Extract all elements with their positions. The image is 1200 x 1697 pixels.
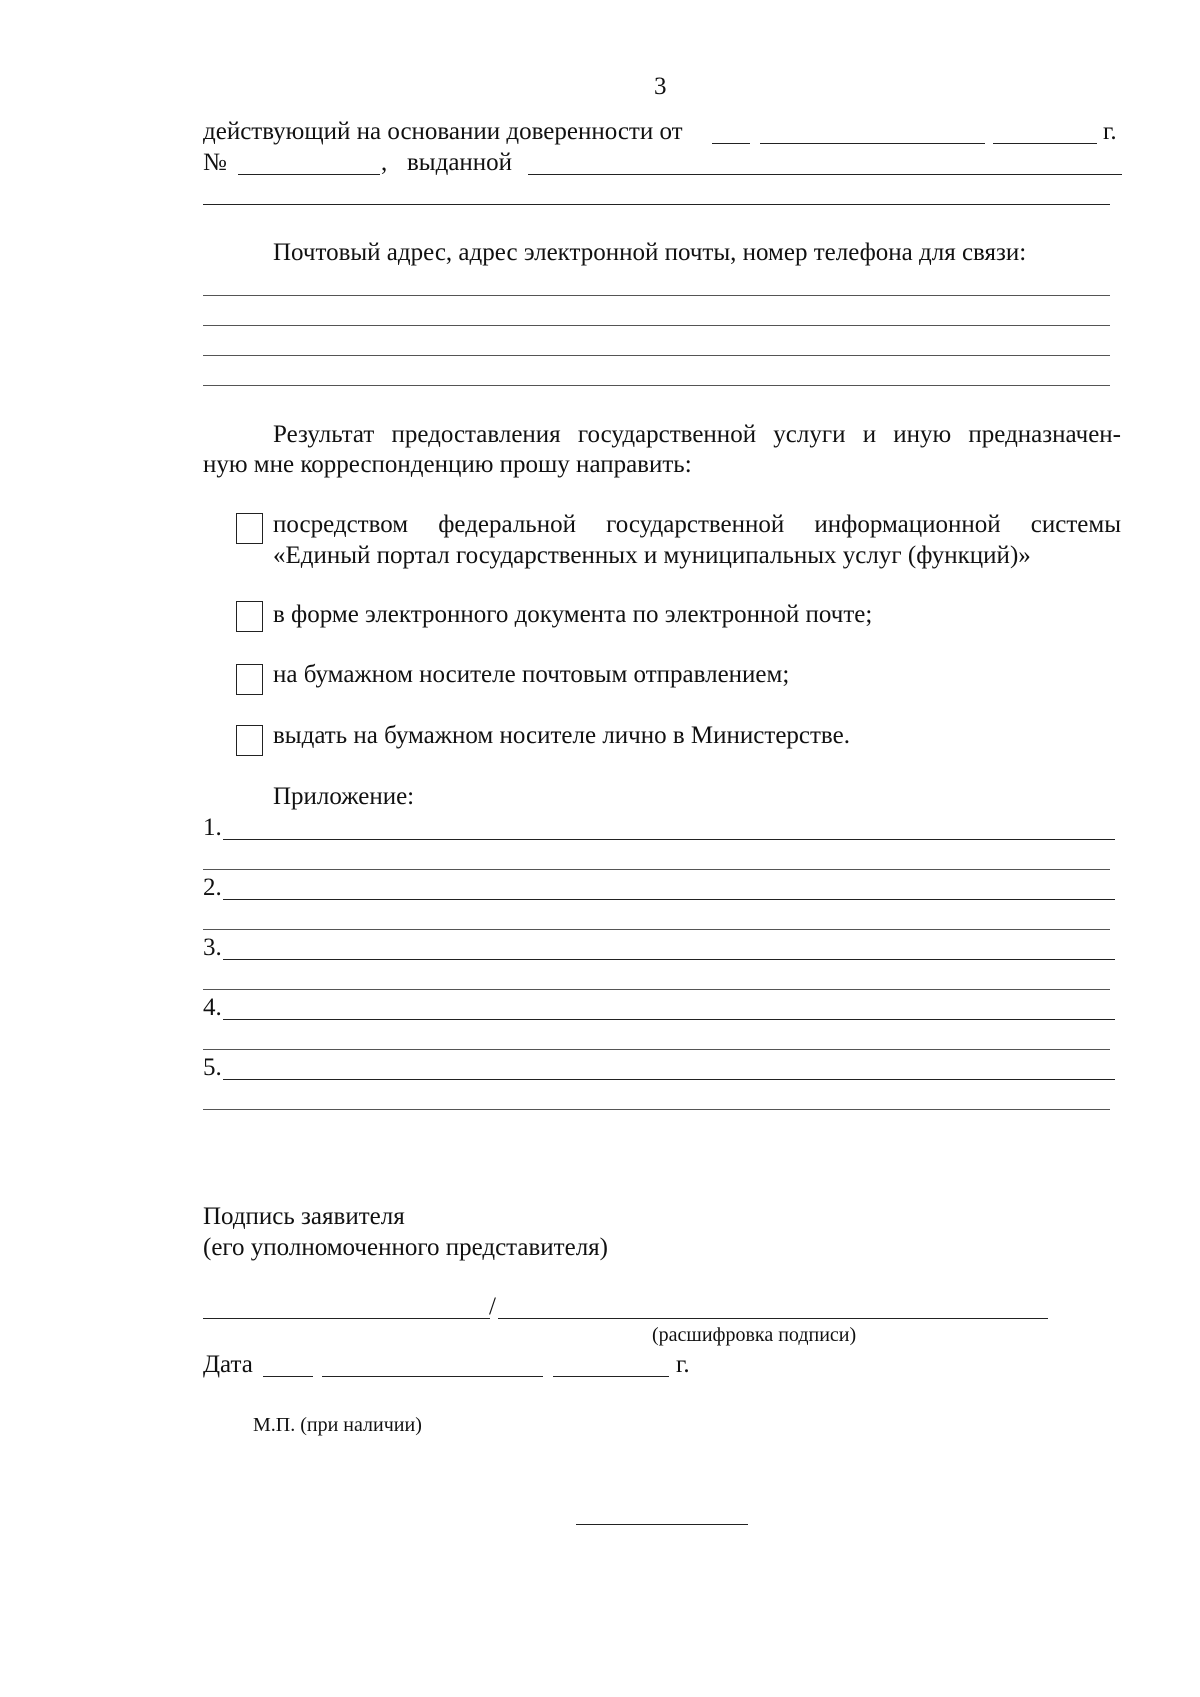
date-year-field[interactable] xyxy=(553,1376,669,1377)
attachment-number-2: 2. xyxy=(203,874,222,901)
proxy-text: действующий на основании доверенности от xyxy=(203,118,683,145)
attachment-field-2[interactable] xyxy=(223,899,1115,900)
contact-label: Почтовый адрес, адрес электронной почты, номер телефона для связи: xyxy=(273,239,1027,266)
option-post-checkbox[interactable] xyxy=(236,664,263,695)
date-label: Дата xyxy=(203,1351,253,1378)
attachment-number-3: 3. xyxy=(203,934,222,961)
option-in-person-checkbox[interactable] xyxy=(236,725,263,756)
attachment-number-4: 4. xyxy=(203,994,222,1021)
page-number: 3 xyxy=(654,73,667,100)
proxy-year-field[interactable] xyxy=(993,143,1097,144)
option-portal-line-2: «Единый портал государственных и муниципальных услуг (функций)» xyxy=(273,542,1031,569)
option-post-label: на бумажном носителе почтовым отправлением; xyxy=(273,661,790,688)
option-email-label: в форме электронного документа по электронной почте; xyxy=(273,601,873,628)
option-portal-checkbox[interactable] xyxy=(236,513,263,544)
attachment-continuation-2[interactable] xyxy=(203,929,1110,930)
issued-by-continuation-field[interactable] xyxy=(203,204,1110,205)
signature-separator: / xyxy=(489,1293,496,1320)
date-day-field[interactable] xyxy=(263,1376,313,1377)
attachment-continuation-3[interactable] xyxy=(203,989,1110,990)
attachment-field-3[interactable] xyxy=(223,959,1115,960)
contact-line-1[interactable] xyxy=(203,295,1110,296)
attachments-label: Приложение: xyxy=(273,783,415,810)
signature-label-line-1: Подпись заявителя xyxy=(203,1203,405,1230)
result-line-2: ную мне корреспонденцию прошу направить: xyxy=(203,451,692,478)
date-month-field[interactable] xyxy=(322,1376,543,1377)
attachment-continuation-1[interactable] xyxy=(203,869,1110,870)
proxy-number-field[interactable] xyxy=(238,174,380,175)
option-email-checkbox[interactable] xyxy=(236,601,263,632)
attachment-field-5[interactable] xyxy=(223,1079,1115,1080)
attachment-number-5: 5. xyxy=(203,1054,222,1081)
closing-divider xyxy=(576,1524,748,1525)
contact-line-4[interactable] xyxy=(203,385,1110,386)
proxy-year-suffix: г. xyxy=(1103,118,1117,145)
date-year-suffix: г. xyxy=(676,1351,690,1378)
attachment-field-1[interactable] xyxy=(223,839,1115,840)
attachment-continuation-5[interactable] xyxy=(203,1109,1110,1110)
contact-line-2[interactable] xyxy=(203,325,1110,326)
result-line-1: Результат предоставления государственной услуги и иную предназначен- xyxy=(273,421,1121,448)
contact-line-3[interactable] xyxy=(203,355,1110,356)
option-portal-line-1: посредством федеральной государственной информационной системы xyxy=(273,511,1121,538)
signature-decode-caption: (расшифровка подписи) xyxy=(652,1324,857,1346)
attachment-continuation-4[interactable] xyxy=(203,1049,1110,1050)
stamp-note: М.П. (при наличии) xyxy=(253,1414,422,1436)
issued-by-field[interactable] xyxy=(528,174,1122,175)
signature-field[interactable] xyxy=(203,1318,490,1319)
signature-label-line-2: (его уполномоченного представителя) xyxy=(203,1234,609,1261)
proxy-comma: , xyxy=(381,149,388,176)
issued-by-label: выданной xyxy=(407,149,513,176)
proxy-month-field[interactable] xyxy=(760,143,985,144)
option-in-person-label: выдать на бумажном носителе лично в Министерстве. xyxy=(273,722,850,749)
signature-decode-field[interactable] xyxy=(498,1318,1048,1319)
attachment-number-1: 1. xyxy=(203,814,222,841)
proxy-day-field[interactable] xyxy=(712,143,750,144)
number-sign: № xyxy=(203,149,227,176)
attachment-field-4[interactable] xyxy=(223,1019,1115,1020)
